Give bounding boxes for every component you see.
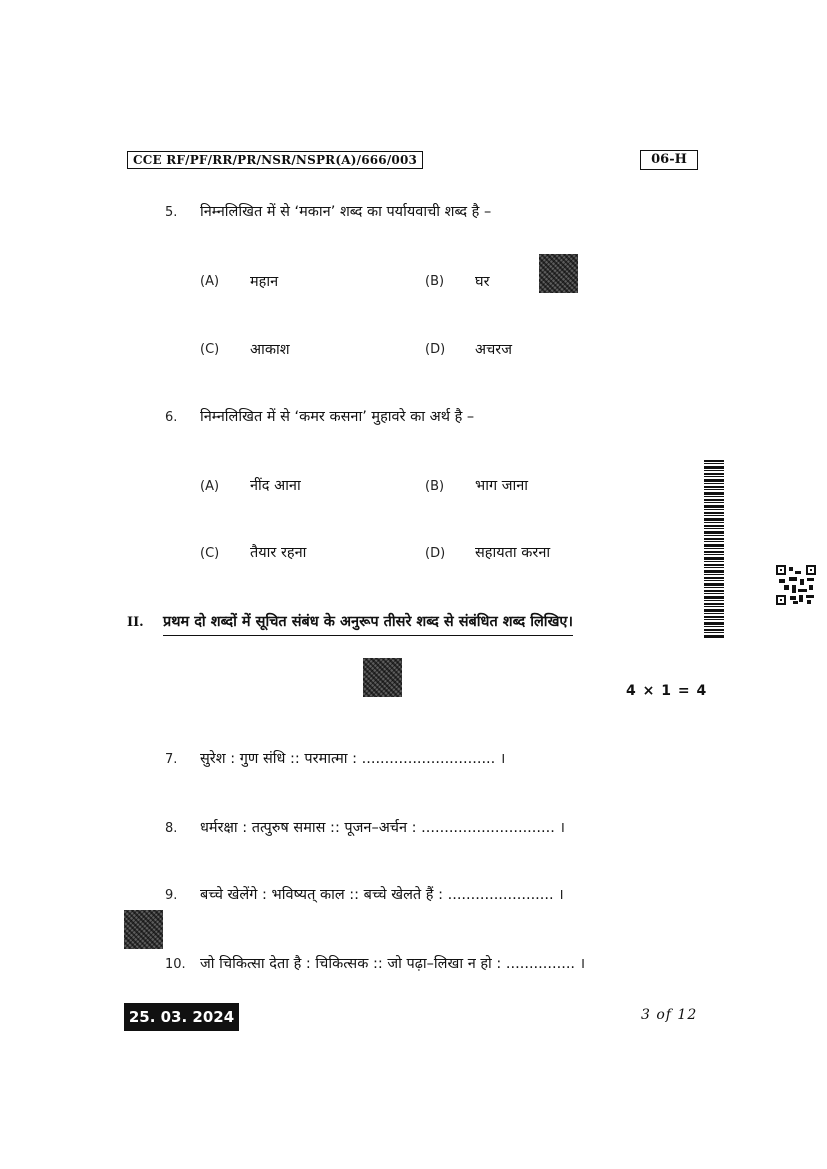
noise-stamp-image bbox=[539, 254, 578, 293]
q6-option-c-text: तैयार रहना bbox=[250, 545, 307, 561]
question-6-text: निम्नलिखित में से ‘कमर कसना’ मुहावरे का अर्थ है – bbox=[200, 409, 475, 425]
q6-option-b-label: (B) bbox=[425, 479, 445, 494]
question-7-number: 7. bbox=[165, 752, 178, 767]
question-10-number: 10. bbox=[165, 957, 186, 972]
paper-code: CCE RF/PF/RR/PR/NSR/NSPR(A)/666/003 bbox=[127, 151, 423, 169]
question-8-number: 8. bbox=[165, 821, 178, 836]
q5-option-b-text: घर bbox=[475, 274, 490, 290]
question-7-text: सुरेश : गुण संधि :: परमात्मा : ............................. । bbox=[200, 751, 506, 767]
section-number: II. bbox=[127, 615, 144, 630]
q5-option-b-label: (B) bbox=[425, 274, 445, 289]
section-title: प्रथम दो शब्दों में सूचित संबंध के अनुरूप तीसरे शब्द से संबंधित शब्द लिखिए। bbox=[163, 611, 573, 636]
question-6-number: 6. bbox=[165, 410, 178, 425]
noise-stamp-image bbox=[363, 658, 402, 697]
qr-code-image bbox=[776, 565, 816, 605]
question-8-text: धर्मरक्षा : तत्पुरुष समास :: पूजन–अर्चन : ............................. । bbox=[200, 820, 565, 836]
q5-option-a-label: (A) bbox=[200, 274, 220, 289]
section-marks: 4 × 1 = 4 bbox=[626, 683, 708, 699]
q5-option-a-text: महान bbox=[250, 274, 279, 290]
q6-option-d-label: (D) bbox=[425, 546, 446, 561]
q5-option-c-text: आकाश bbox=[250, 342, 290, 358]
paper-id: 06-H bbox=[640, 150, 698, 170]
q6-option-c-label: (C) bbox=[200, 546, 220, 561]
question-9-text: बच्चे खेलेंगे : भविष्यत् काल :: बच्चे खेलते हैं : ....................... । bbox=[200, 887, 564, 903]
page-number: 3 of 12 bbox=[641, 1007, 698, 1023]
barcode-image bbox=[704, 460, 724, 638]
q6-option-a-label: (A) bbox=[200, 479, 220, 494]
question-5-text: निम्नलिखित में से ‘मकान’ शब्द का पर्यायवाची शब्द है – bbox=[200, 204, 492, 220]
q5-option-d-text: अचरज bbox=[475, 342, 512, 358]
q6-option-a-text: नींद आना bbox=[250, 478, 301, 494]
noise-stamp-image bbox=[124, 910, 163, 949]
q6-option-d-text: सहायता करना bbox=[475, 545, 551, 561]
exam-date: 25. 03. 2024 bbox=[124, 1003, 239, 1031]
q5-option-c-label: (C) bbox=[200, 342, 220, 357]
q6-option-b-text: भाग जाना bbox=[475, 478, 529, 494]
q5-option-d-label: (D) bbox=[425, 342, 446, 357]
question-9-number: 9. bbox=[165, 888, 178, 903]
question-10-text: जो चिकित्सा देता है : चिकित्सक :: जो पढ़ा–लिखा न हो : ............... । bbox=[200, 956, 586, 972]
question-5-number: 5. bbox=[165, 205, 178, 220]
